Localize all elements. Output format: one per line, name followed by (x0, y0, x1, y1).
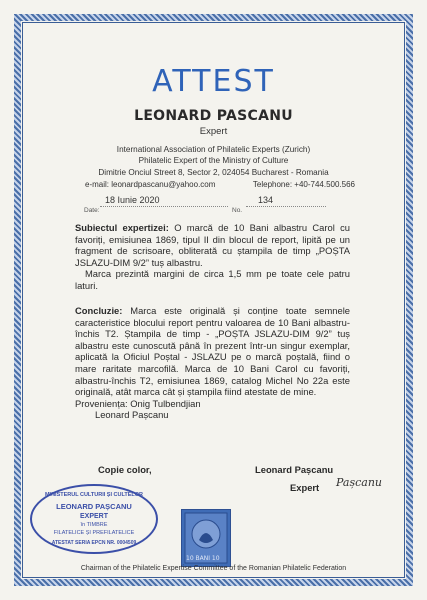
affiliation-line: Dimitrie Onciul Street 8, Sector 2, 024054 Bucharest - Romania (98, 168, 329, 177)
certificate-number: 134 (258, 195, 274, 205)
expert-name: LEONARD PASCANU (134, 108, 293, 124)
page-title: ATTEST (152, 64, 275, 99)
subject-label: Subiectul expertizei: (75, 222, 169, 233)
expert-label: Expert (290, 482, 320, 493)
expert-role: Expert (199, 126, 228, 137)
subject-text: O marcă de 10 Bani albastru Carol cu favoriți, emisiunea 1869, tipul II din blocul de report, lipită pe un fragment de scrisoare, obliterată cu ștampila de timp „POȘTA JSLAZU-DIM 9/2” tuș albastru. (75, 222, 351, 268)
date-label: Date: (84, 207, 100, 214)
date-line (100, 206, 228, 207)
seal-text: ATESTAT SERIA EPCN NR. 0004509 (51, 540, 137, 546)
subject-note: Marca prezintă margini de circa 1,5 mm pe toate cele patru laturi. (75, 268, 350, 291)
seal-text: în TIMBRE (80, 522, 108, 528)
provenance-text: Proveniența: Onig Tulbendjian (75, 397, 201, 409)
conclusion-section (75, 305, 350, 421)
seal-text: EXPERT (79, 513, 108, 520)
seal-text: MINISTERUL CULTURII ȘI CULTELOR (44, 492, 144, 498)
subject-section (75, 222, 350, 292)
number-label: No. (232, 207, 243, 214)
email-text: e-mail: leonardpascanu@yahoo.com (85, 180, 216, 189)
footer-text: Chairman of the Philatelic Expertise Committee of the Romanian Philatelic Federation (80, 565, 347, 572)
contact-row (85, 180, 355, 189)
number-line (246, 206, 326, 207)
seal-text: FILATELICE ȘI PREFILATELICE (53, 530, 135, 536)
signer-name: Leonard Pașcanu (255, 464, 334, 475)
affiliation-line: Philatelic Expert of the Ministry of Culture (138, 156, 289, 165)
conclusion-text: Marca este originală și conține toate semnele caracteristice blocului report pentru valoarea de 10 Bani albastru-închis T2. Ștampila de timp - „POȘTA JSLAZU-DIM 9/2” tuș albastru este cunoscută până în prezent într-un singur exemplar, aplicată la Oficiul Poștal - JSLAZU pe o marcă poștală, fiind o mare raritate marcofilă. Marca de 10 Bani Carol cu favoriți, albastru-închis T2, emisiunea 1869, catalog Michel No 22a este originală, atât marca cât și ștampila fiind atestate de mine. (75, 305, 350, 398)
official-seal (30, 484, 158, 554)
handwritten-signature: Pașcanu (336, 476, 382, 489)
conclusion-label: Concluzie: (75, 305, 123, 316)
copy-label: Copie color, (98, 464, 152, 475)
phone-text: Telephone: +40-744.500.566 (252, 180, 355, 189)
affiliation-line: International Association of Philatelic Experts (Zurich) (116, 145, 311, 154)
stamp-value: 10 BANI 10 (186, 555, 220, 562)
certificate-date: 18 Iunie 2020 (105, 195, 160, 205)
postage-stamp-image (182, 510, 230, 566)
conclusion-signer: Leonard Pașcanu (95, 409, 169, 421)
seal-text: LEONARD PAȘCANU (56, 502, 132, 511)
